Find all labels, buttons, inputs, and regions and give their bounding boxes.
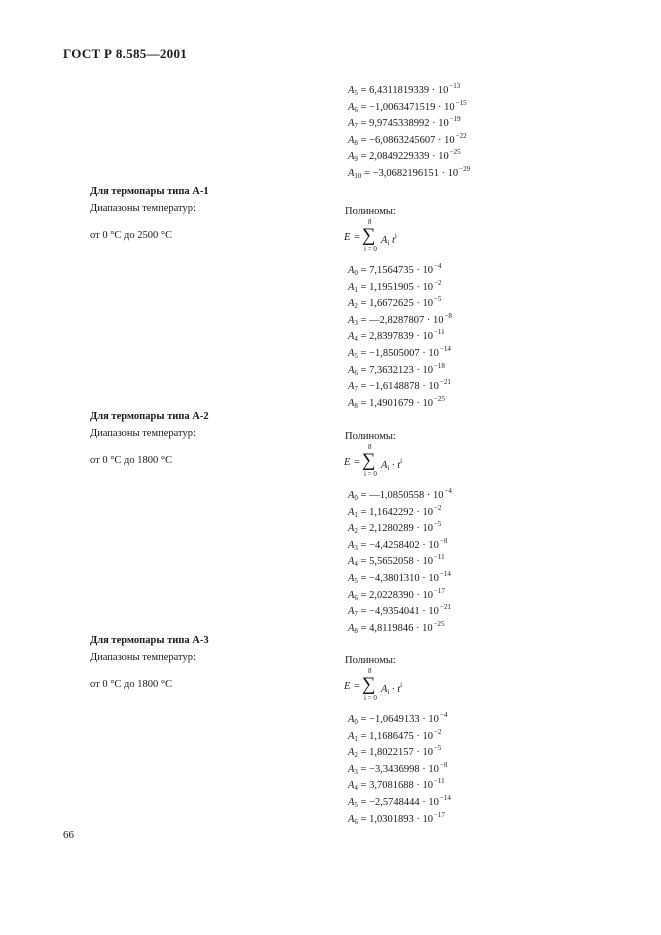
coef-symbol: A: [348, 590, 355, 601]
coef-sign: =: [360, 282, 367, 293]
polynomial-formula: [344, 443, 454, 484]
coef-exponent: −11: [433, 553, 445, 561]
coef-index: 5: [354, 577, 358, 585]
coef-sign: =: [360, 507, 367, 518]
coef-symbol: A: [348, 265, 355, 276]
coefficient-line: $A_9 = 2,0849229339 \cdot 10^{-25}$: [348, 148, 461, 163]
coef-exponent: −22: [455, 132, 467, 140]
coef-mantissa: 1,0301893: [369, 814, 414, 825]
sum-lower-limit: i = 0: [364, 245, 377, 253]
coef-symbol: A: [348, 102, 355, 113]
multiply-dot: ·: [416, 265, 420, 276]
coef-index: 0: [354, 718, 358, 726]
coef-sign: =: [360, 490, 367, 501]
section-title: Для термопары типа А-1: [90, 186, 209, 197]
coefficient-line: $A_7 = 9,9745338992 \cdot 10^{-19}$: [348, 115, 461, 130]
coef-mantissa: 3,7081688: [369, 780, 414, 791]
formula-equals: =: [354, 681, 360, 692]
coef-mantissa: −3,0682196151: [372, 168, 439, 179]
multiply-dot: ·: [422, 797, 426, 808]
coef-index: 10: [354, 172, 362, 180]
coef-mantissa: 1,1951905: [369, 282, 414, 293]
multiply-dot: ·: [416, 780, 420, 791]
term-t-power: i: [400, 681, 403, 689]
coef-exponent: −14: [439, 570, 451, 578]
temperature-range: от 0 °С до 1800 °С: [90, 455, 173, 466]
section-title: Для термопары типа А-2: [90, 411, 209, 422]
coef-symbol: A: [348, 747, 355, 758]
coef-sign: =: [360, 606, 367, 617]
coef-exponent: −29: [459, 165, 471, 173]
term-t: · t: [392, 684, 401, 695]
multiply-dot: ·: [416, 507, 420, 518]
coefficient-line: $A_0 = 7,1564735 \cdot 10^{-4}$: [348, 262, 442, 277]
multiply-dot: ·: [426, 490, 431, 501]
coef-exponent: −19: [449, 115, 461, 123]
polynomials-label: Полиномы:: [345, 206, 396, 217]
multiply-dot: ·: [416, 298, 420, 309]
coef-exponent: −25: [433, 395, 445, 403]
coef-symbol: A: [348, 118, 355, 129]
coef-exponent: −4: [444, 487, 452, 495]
coefficient-line: $A_5 = -1,8505007 \cdot 10^{-14}$: [348, 345, 451, 360]
term-a: A: [381, 460, 388, 471]
coef-symbol: A: [348, 573, 355, 584]
coef-mantissa: 1,4901679: [369, 398, 414, 409]
coef-sign: =: [360, 523, 367, 534]
multiply-dot: ·: [431, 85, 436, 96]
coef-mantissa: 6,4311819339: [369, 85, 430, 96]
coef-mantissa: −4,3801310: [369, 573, 420, 584]
coef-exponent: −13: [449, 82, 461, 90]
coef-sign: =: [360, 590, 367, 601]
term-a: A: [381, 235, 388, 246]
coef-sign: =: [360, 315, 367, 326]
coefficient-line: $A_0$ = —1,0850558 · $10^{-4}$: [348, 487, 452, 502]
coef-mantissa: —2,8287807: [369, 315, 425, 326]
coef-sign: =: [360, 814, 367, 825]
term-a-index: i: [387, 464, 390, 472]
polynomials-label: Полиномы:: [345, 655, 396, 666]
coefficient-line: $A_2 = 1,8022157 \cdot 10^{-5}$: [348, 744, 442, 759]
multiply-dot: ·: [422, 764, 426, 775]
coef-exponent: −17: [433, 811, 445, 819]
coef-exponent: −15: [455, 99, 467, 107]
coef-mantissa: −1,0063471519: [369, 102, 436, 113]
coef-index: 2: [354, 527, 358, 535]
coef-sign: =: [360, 556, 367, 567]
multiply-dot: ·: [432, 151, 436, 162]
sigma-symbol: ∑: [362, 450, 376, 471]
coef-mantissa: −4,9354041: [369, 606, 420, 617]
coef-symbol: A: [348, 398, 355, 409]
coef-mantissa: 9,9745338992: [369, 118, 430, 129]
ranges-label: Диапазоны температур:: [90, 652, 196, 663]
coef-exponent: −5: [433, 744, 442, 752]
coef-index: 7: [354, 610, 358, 618]
term-a-index: i: [387, 688, 390, 696]
coef-index: 7: [354, 122, 358, 130]
coefficient-line: $A_7 = -4,9354041 \cdot 10^{-21}$: [348, 603, 451, 618]
coef-exponent: −8: [439, 537, 448, 545]
multiply-dot: ·: [416, 523, 420, 534]
coef-index: 6: [354, 594, 358, 602]
coef-sign: =: [360, 85, 367, 96]
coef-symbol: A: [348, 764, 355, 775]
coef-mantissa: 2,0849229339: [369, 151, 430, 162]
coef-index: 1: [354, 511, 358, 519]
coefficient-line: $A_4 = 3,7081688 \cdot 10^{-11}$: [348, 777, 445, 792]
coef-index: 9: [354, 155, 358, 163]
coef-symbol: A: [348, 540, 355, 551]
coef-sign: =: [360, 764, 367, 775]
sum-upper-limit: 8: [368, 218, 372, 226]
coef-mantissa: 2,8397839: [369, 331, 414, 342]
coef-symbol: A: [348, 151, 355, 162]
multiply-dot: ·: [415, 623, 420, 634]
coef-mantissa: 1,8022157: [369, 747, 414, 758]
coefficient-line: $A_1 = 1,1686475 \cdot 10^{-2}$: [348, 728, 442, 743]
coefficient-line: $A_1 = 1,1642292 \cdot 10^{-2}$: [348, 504, 442, 519]
coef-sign: =: [360, 540, 367, 551]
coef-symbol: A: [348, 507, 355, 518]
coef-exponent: −21: [439, 378, 451, 386]
coef-exponent: −8: [444, 312, 452, 320]
coef-exponent: −4: [439, 711, 448, 719]
coef-exponent: −11: [433, 328, 445, 336]
multiply-dot: ·: [438, 135, 442, 146]
coef-mantissa: −6,0863245607: [369, 135, 436, 146]
coef-exponent: −21: [439, 603, 451, 611]
coef-index: 3: [354, 544, 358, 552]
coef-mantissa: 4,8119846: [369, 623, 414, 634]
coef-symbol: A: [348, 365, 355, 376]
sum-upper-limit: 8: [368, 667, 372, 675]
coefficient-line: $A_4 = 2,8397839 \cdot 10^{-11}$: [348, 328, 445, 343]
coef-index: 2: [354, 302, 358, 310]
section-title: Для термопары типа А-3: [90, 635, 209, 646]
coef-exponent: −8: [439, 761, 448, 769]
coef-symbol: A: [348, 814, 355, 825]
formula-lhs: E: [344, 457, 351, 468]
coef-mantissa: 2,0228390: [369, 590, 414, 601]
coef-symbol: A: [348, 523, 355, 534]
coefficient-line: $A_3$ = —2,8287807 · $10^{-8}$: [348, 312, 452, 327]
coef-sign: =: [360, 780, 367, 791]
coef-index: 1: [354, 286, 358, 294]
coef-index: 1: [354, 735, 358, 743]
coef-symbol: A: [348, 606, 355, 617]
coef-symbol: A: [348, 282, 355, 293]
formula-lhs: E: [344, 681, 351, 692]
coef-index: 5: [354, 352, 358, 360]
coefficient-line: $A_6 = 2,0228390 \cdot 10^{-17}$: [348, 587, 445, 602]
term-t: t: [392, 235, 395, 246]
term-t: · t: [392, 460, 401, 471]
formula-term: [381, 457, 402, 472]
term-a-index: i: [387, 239, 390, 247]
coef-sign: =: [360, 381, 367, 392]
coef-exponent: −18: [433, 362, 445, 370]
coef-exponent: −2: [433, 279, 442, 287]
coef-sign: =: [360, 298, 367, 309]
coef-index: 4: [354, 335, 358, 343]
coef-mantissa: −4,4258402: [369, 540, 420, 551]
multiply-dot: ·: [416, 331, 420, 342]
coef-mantissa: −2,5748444: [369, 797, 420, 808]
polynomial-formula: [344, 667, 454, 708]
coefficient-line: $A_1 = 1,1951905 \cdot 10^{-2}$: [348, 279, 442, 294]
coefficient-line: $A_3 = -4,4258402 \cdot 10^{-8}$: [348, 537, 448, 552]
multiply-dot: ·: [422, 714, 426, 725]
coef-mantissa: 1,1686475: [369, 731, 414, 742]
multiply-dot: ·: [422, 381, 426, 392]
coef-sign: =: [360, 797, 367, 808]
coef-sign: =: [360, 118, 367, 129]
multiply-dot: ·: [422, 573, 426, 584]
multiply-dot: ·: [422, 606, 426, 617]
multiply-dot: ·: [416, 731, 420, 742]
coef-sign: =: [360, 623, 367, 634]
coef-exponent: −14: [439, 345, 451, 353]
polynomials-label: Полиномы:: [345, 431, 396, 442]
coef-symbol: A: [348, 780, 355, 791]
multiply-dot: ·: [416, 590, 420, 601]
coef-index: 0: [354, 494, 358, 502]
coef-symbol: A: [348, 556, 355, 567]
coefficient-line: $A_7 = -1,6148878 \cdot 10^{-21}$: [348, 378, 451, 393]
sigma-symbol: ∑: [362, 674, 376, 695]
coef-sign: =: [360, 747, 367, 758]
sigma-symbol: ∑: [362, 225, 376, 246]
coef-index: 4: [354, 560, 358, 568]
coef-sign: =: [360, 331, 367, 342]
multiply-dot: ·: [416, 556, 420, 567]
coef-sign: =: [360, 365, 367, 376]
coef-mantissa: 7,3632123: [369, 365, 414, 376]
term-t-power: i: [400, 457, 403, 465]
coef-index: 8: [354, 139, 358, 147]
coef-exponent: −5: [433, 520, 442, 528]
coef-mantissa: 2,1280289: [369, 523, 414, 534]
coef-index: 7: [354, 385, 358, 393]
coefficient-line: $A_{10} = -3,0682196151 \cdot 10^{-29}$: [348, 165, 471, 180]
coef-exponent: −5: [433, 295, 442, 303]
coef-exponent: −25: [449, 148, 461, 156]
coef-index: 3: [354, 319, 358, 327]
coef-symbol: A: [348, 135, 355, 146]
coef-sign: =: [360, 714, 367, 725]
coef-mantissa: 5,5652058: [369, 556, 414, 567]
coef-index: 8: [354, 402, 358, 410]
sum-upper-limit: 8: [368, 443, 372, 451]
temperature-range: от 0 °С до 2500 °С: [90, 230, 173, 241]
coef-index: 2: [354, 751, 358, 759]
coef-symbol: A: [348, 85, 355, 96]
coef-index: 6: [354, 106, 358, 114]
coefficient-line: $A_8 = -6,0863245607 \cdot 10^{-22}$: [348, 132, 467, 147]
coefficient-line: $A_2 = 2,1280289 \cdot 10^{-5}$: [348, 520, 442, 535]
coef-mantissa: 1,6672625: [369, 298, 414, 309]
coef-symbol: A: [348, 315, 355, 326]
coef-symbol: A: [348, 714, 355, 725]
multiply-dot: ·: [416, 814, 420, 825]
coef-index: 5: [354, 89, 358, 97]
coef-sign: =: [360, 731, 367, 742]
temperature-range: от 0 °С до 1800 °С: [90, 679, 173, 690]
formula-equals: =: [354, 457, 360, 468]
coefficient-line: $A_5 = 6,4311819339 \cdot 10^{-13}$: [348, 82, 461, 97]
coef-mantissa: −1,0649133: [369, 714, 420, 725]
formula-equals: =: [354, 232, 360, 243]
multiply-dot: ·: [432, 118, 436, 129]
coef-mantissa: −3,3436998: [369, 764, 420, 775]
coefficient-line: $A_6 = 1,0301893 \cdot 10^{-17}$: [348, 811, 445, 826]
formula-term: [381, 232, 397, 247]
multiply-dot: ·: [416, 365, 420, 376]
coef-exponent: −14: [439, 794, 451, 802]
coef-index: 8: [354, 627, 358, 635]
coefficient-line: $A_5 = -2,5748444 \cdot 10^{-14}$: [348, 794, 451, 809]
coef-sign: =: [360, 348, 367, 359]
sum-lower-limit: i = 0: [364, 694, 377, 702]
coef-sign: =: [360, 102, 367, 113]
coef-sign: =: [364, 168, 370, 179]
coef-symbol: A: [348, 168, 355, 179]
page-number: 66: [63, 829, 74, 841]
formula-term: [381, 681, 402, 696]
coef-exponent: −11: [433, 777, 445, 785]
coefficient-line: $A_8 = 1,4901679 \cdot 10^{-25}$: [348, 395, 445, 410]
polynomial-formula: [344, 218, 454, 259]
multiply-dot: ·: [416, 282, 420, 293]
coef-symbol: A: [348, 623, 355, 634]
coef-sign: =: [360, 398, 367, 409]
coef-exponent: −17: [433, 587, 445, 595]
coef-index: 6: [354, 818, 358, 826]
coefficient-line: $A_6 = -1,0063471519 \cdot 10^{-15}$: [348, 99, 467, 114]
coef-symbol: A: [348, 381, 355, 392]
multiply-dot: ·: [438, 102, 442, 113]
coef-exponent: −2: [433, 504, 442, 512]
multiply-dot: ·: [422, 540, 426, 551]
document-header-title: ГОСТ Р 8.585—2001: [63, 46, 188, 61]
coefficient-line: $A_0 = -1,0649133 \cdot 10^{-4}$: [348, 711, 448, 726]
term-a: A: [381, 684, 388, 695]
coefficient-line: $A_4 = 5,5652058 \cdot 10^{-11}$: [348, 553, 445, 568]
coef-symbol: A: [348, 331, 355, 342]
coef-index: 6: [354, 369, 358, 377]
coef-symbol: A: [348, 348, 355, 359]
coefficient-line: $A_8 = 4,8119846 \cdot 10^{-25}$: [348, 620, 445, 635]
coef-mantissa: 7,1564735: [369, 265, 414, 276]
formula-lhs: E: [344, 232, 351, 243]
ranges-label: Диапазоны температур:: [90, 428, 196, 439]
multiply-dot: ·: [426, 315, 431, 326]
term-t-power: i: [394, 232, 397, 240]
multiply-dot: ·: [422, 348, 426, 359]
coef-sign: =: [360, 151, 367, 162]
coef-mantissa: −1,8505007: [369, 348, 420, 359]
coef-exponent: −2: [433, 728, 442, 736]
coef-mantissa: 1,1642292: [369, 507, 414, 518]
coef-mantissa: —1,0850558: [369, 490, 425, 501]
coef-symbol: A: [348, 298, 355, 309]
coef-sign: =: [360, 135, 367, 146]
coefficient-line: $A_5 = -4,3801310 \cdot 10^{-14}$: [348, 570, 451, 585]
coefficient-line: $A_2 = 1,6672625 \cdot 10^{-5}$: [348, 295, 442, 310]
multiply-dot: ·: [441, 168, 446, 179]
coef-symbol: A: [348, 731, 355, 742]
coef-exponent: −25: [433, 620, 445, 628]
coef-sign: =: [360, 265, 367, 276]
coef-sign: =: [360, 573, 367, 584]
coef-symbol: A: [348, 490, 355, 501]
coef-symbol: A: [348, 797, 355, 808]
coef-exponent: −4: [433, 262, 442, 270]
coef-index: 5: [354, 801, 358, 809]
sum-lower-limit: i = 0: [364, 470, 377, 478]
ranges-label: Диапазоны температур:: [90, 203, 196, 214]
coef-index: 3: [354, 768, 358, 776]
multiply-dot: ·: [416, 747, 420, 758]
coef-mantissa: −1,6148878: [369, 381, 420, 392]
coef-index: 4: [354, 784, 358, 792]
multiply-dot: ·: [416, 398, 420, 409]
coefficient-line: $A_6 = 7,3632123 \cdot 10^{-18}$: [348, 362, 445, 377]
coef-index: 0: [354, 269, 358, 277]
coefficient-line: $A_3 = -3,3436998 \cdot 10^{-8}$: [348, 761, 448, 776]
